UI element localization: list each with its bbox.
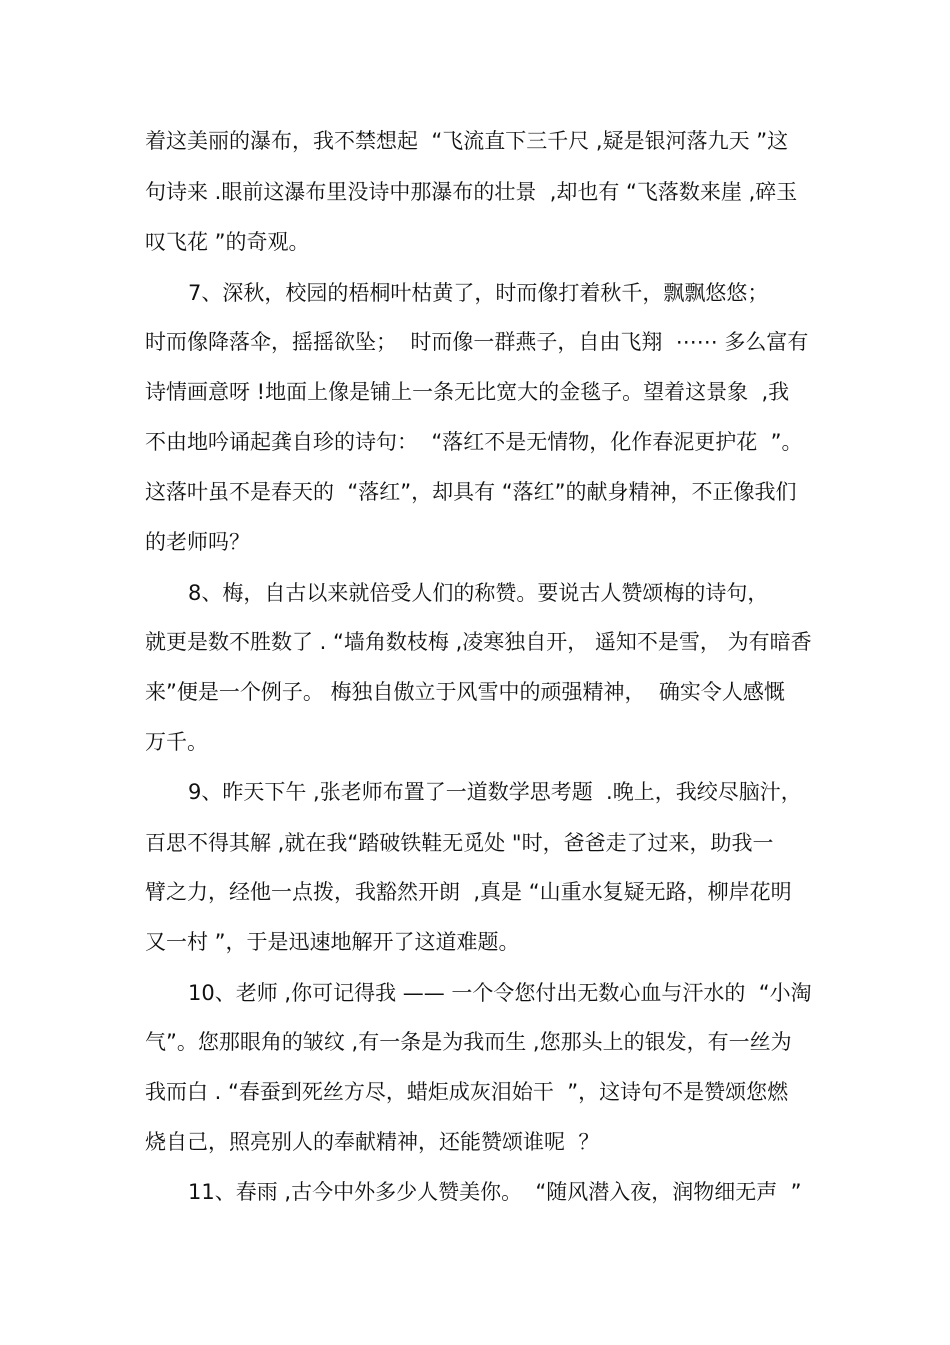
text-line: 来”便是一个例子。 梅独自傲立于风雪中的顽强精神， 确实令人感慨 (145, 680, 785, 704)
text-line: 不由地吟诵起龚自珍的诗句： “落红不是无情物，化作春泥更护花 ”。 (145, 430, 803, 454)
text-line: 气”。您那眼角的皱纹 ,有一条是为我而生 ,您那头上的银发，有一丝为 (145, 1030, 792, 1054)
text-line: 烧自己，照亮别人的奉献精神，还能赞颂谁呢 ？ (145, 1130, 600, 1154)
text-line: 诗情画意呀 !地面上像是铺上一条无比宽大的金毯子。望着这景象 ,我 (145, 380, 790, 404)
paragraph-10-first-line: 10、老师 ,你可记得我 —— 一个令您付出无数心血与汗水的 “小淘 (188, 981, 812, 1005)
paragraph-8-first-line: 8、梅，自古以来就倍受人们的称赞。要说古人赞颂梅的诗句， (188, 581, 769, 605)
text-line: 臂之力，经他一点拨，我豁然开朗 ,真是 “山重水复疑无路，柳岸花明 (145, 880, 792, 904)
text-line: 百思不得其解 ,就在我“踏破铁鞋无觅处 "时，爸爸走了过来，助我一 (145, 831, 774, 855)
text-line: 这落叶虽不是春天的 “落红”，却具有 “落红”的献身精神，不正像我们 (145, 480, 797, 504)
text-line: 我而白 . “春蚕到死丝方尽，蜡炬成灰泪始干 ”，这诗句不是赞颂您燃 (145, 1080, 789, 1104)
paragraph-11-first-line: 11、春雨 ,古今中外多少人赞美你。 “随风潜入夜，润物细无声 ” (188, 1180, 802, 1204)
paragraph-9-first-line: 9、昨天下午 ,张老师布置了一道数学思考题 .晚上，我绞尽脑汁， (188, 780, 802, 804)
text-line: 的老师吗？ (145, 530, 250, 554)
text-line: 又一村 ”，于是迅速地解开了这道难题。 (145, 930, 520, 954)
text-line: 着这美丽的瀑布，我不禁想起 “飞流直下三千尺 ,疑是银河落九天 ”这 (145, 129, 789, 153)
text-line: 时而像降落伞，摇摇欲坠； 时而像一群燕子，自由飞翔 ⋯⋯ 多么富有 (145, 330, 809, 354)
text-line: 就更是数不胜数了 . “墙角数枝梅 ,凌寒独自开， 遥知不是雪， 为有暗香 (145, 630, 812, 654)
text-line: 万千。 (145, 730, 208, 754)
text-line: 句诗来 .眼前这瀑布里没诗中那瀑布的壮景 ,却也有 “飞落数来崖 ,碎玉 (145, 180, 798, 204)
text-line: 叹飞花 ”的奇观。 (145, 230, 310, 254)
paragraph-7-first-line: 7、深秋，校园的梧桐叶枯黄了，时而像打着秋千，飘飘悠悠； (188, 281, 769, 305)
